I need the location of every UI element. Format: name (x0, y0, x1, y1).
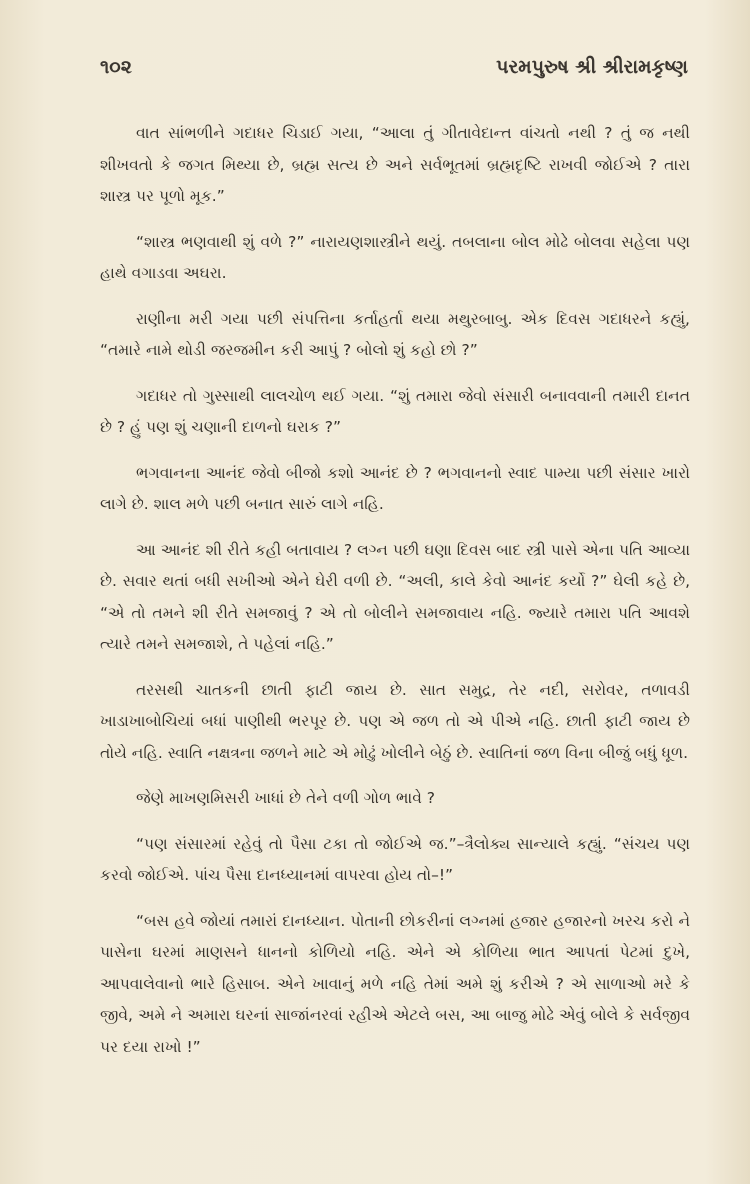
paragraph: ભગવાનના આનંદ જેવો બીજો કશો આનંદ છે ? ભગવાનનો સ્વાદ પામ્યા પછી સંસાર ખારો લાગે છે. શાલ મળે પછી બનાત સારું લાગે નહિ. (100, 463, 690, 513)
paragraph: તરસથી ચાતકની છાતી ફાટી જાય છે. સાત સમુદ્ર, તેર નદી, સરોવર, તળાવડી ખાડાખાબોચિયાં બધાં પાણીથી ભરપૂર છે. પણ એ જળ તો એ પીએ નહિ. છાતી ફાટી જાય છે તોયે નહિ. સ્વાતિ નક્ષત્રના જળને માટે એ મોઢું ખોલીને બેઠું છે. સ્વાતિનાં જળ વિના બીજું બધું ધૂળ. (100, 680, 690, 762)
paragraph: આ આનંદ શી રીતે કહી બતાવાય ? લગ્ન પછી ઘણા દિવસ બાદ સ્ત્રી પાસે એના પતિ આવ્યા છે. સવાર થતાં બધી સખીઓ એને ઘેરી વળી છે. “અલી, કાલે કેવો આનંદ કર્યો ?” ઘેલી કહે છે, “એ તો તમને શી રીતે સમજાવું ? એ તો બોલીને સમજાવાય નહિ. જ્યારે તમારા પતિ આવશે ત્યારે તમને સમજાશે, તે પહેલાં નહિ.” (100, 540, 690, 653)
body-text (100, 118, 690, 1077)
paragraph: જેણે માખણમિસરી ખાધાં છે તેને વળી ગોળ ભાવે ? (136, 789, 436, 807)
paragraph: રાણીના મરી ગયા પછી સંપત્તિના કર્તાહર્તા થયા મથુરબાબુ. એક દિવસ ગદાધરને કહ્યું, “તમારે નામે થોડી જરજમીન કરી આપું ? બોલો શું કહો છો ?” (100, 309, 690, 359)
running-title: પરમપુરુષ શ્રી શ્રીરામકૃષ્ણ (496, 56, 688, 78)
paragraph: “શાસ્ત્ર ભણવાથી શું વળે ?” નારાયણશાસ્ત્રીને થયું. તબલાના બોલ મોઢે બોલવા સહેલા પણ હાથે વગાડવા અઘરા. (100, 232, 690, 282)
page-number: ૧૦૨ (100, 56, 132, 78)
paragraph: “પણ સંસારમાં રહેવું તો પૈસા ટકા તો જોઈએ જ.”–ત્રૈલોક્ય સાન્યાલે કહ્યું. “સંચય પણ કરવો જોઈએ. પાંચ પૈસા દાનધ્યાનમાં વાપરવા હોય તો–!” (100, 834, 690, 884)
paragraph: વાત સાંભળીને ગદાધર ચિડાઈ ગયા, “આલા તું ગીતાવેદાન્ત વાંચતો નથી ? તું જ નથી શીખવતો કે જગત મિથ્યા છે, બ્રહ્મ સત્ય છે અને સર્વભૂતમાં બ્રહ્મદૃષ્ટિ રાખવી જોઈએ ? તારા શાસ્ત્ર પર પૂળો મૂક.” (100, 124, 690, 205)
paragraph: “બસ હવે જોયાં તમારાં દાનધ્યાન. પોતાની છોકરીનાં લગ્નમાં હજાર હજારનો ખરચ કરો ને પાસેના ઘરમાં માણસને ધાનનો કોળિયો નહિ. એને એ કોળિયા ભાત આપતાં પેટમાં દુખે, આપવાલેવાનો ભારે હિસાબ. એને ખાવાનું મળે નહિ તેમાં અમે શું કરીએ ? એ સાળાઓ મરે કે જીવે, અમે ને અમારા ઘરનાં સાજાંનરવાં રહીએ એટલે બસ, આ બાજુ મોઢે એવું બોલે કે સર્વજીવ પર દયા રાખો !” (100, 911, 690, 1056)
page-header (100, 56, 688, 86)
paragraph: ગદાધર તો ગુસ્સાથી લાલચોળ થઈ ગયા. “શું તમારા જેવો સંસારી બનાવવાની તમારી દાનત છે ? હું પણ શું ચણાની દાળનો ઘરાક ?” (100, 386, 690, 436)
